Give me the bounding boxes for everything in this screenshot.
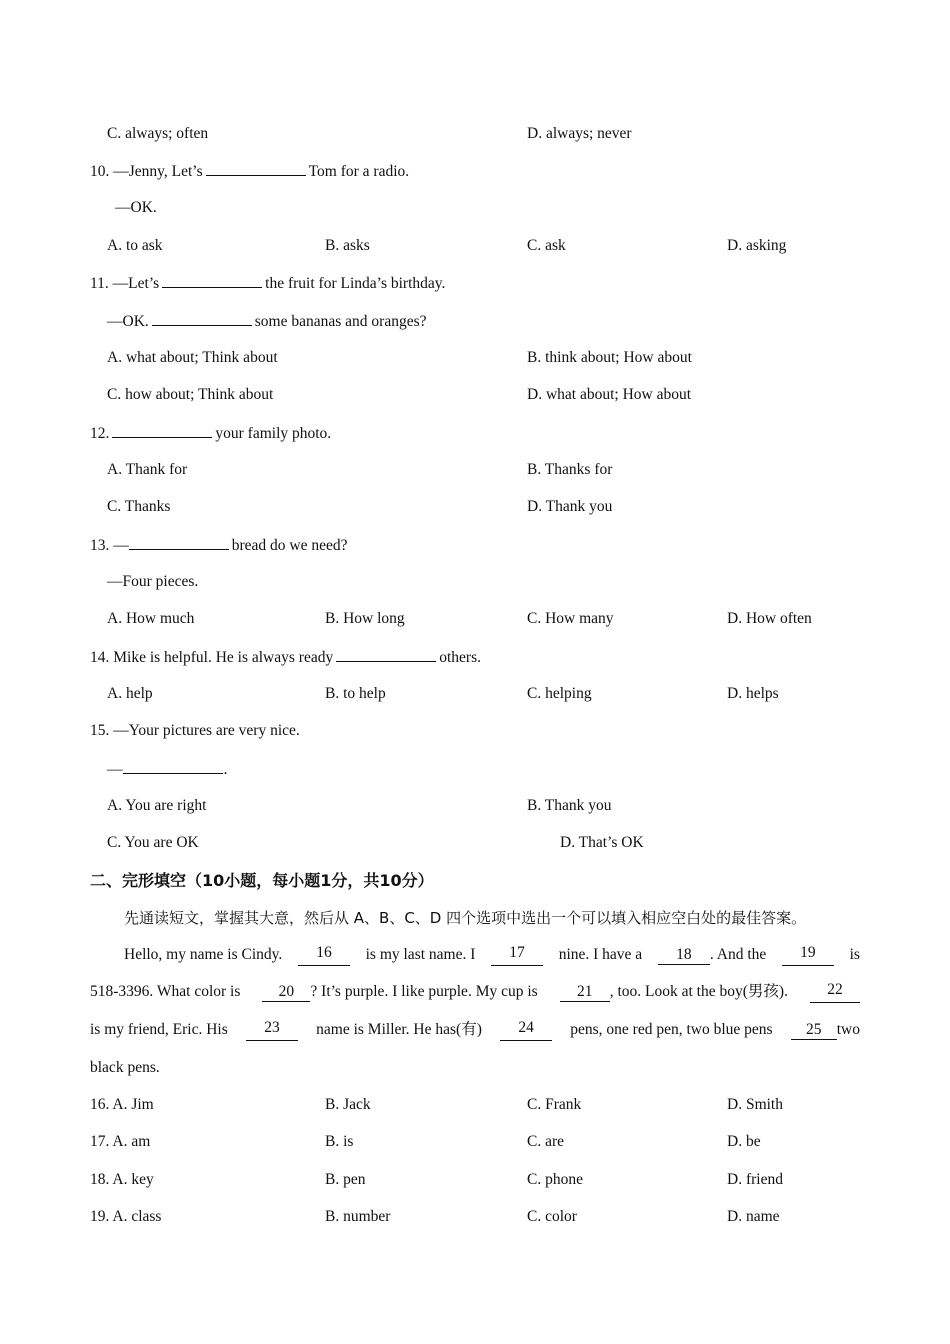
q10-reply (0, 197, 950, 219)
passage-text: black pens. (90, 1059, 160, 1076)
q12-option-a: A. Thank for (107, 461, 188, 478)
q10-stem-start: 10. —Jenny, Let’s (90, 163, 203, 180)
passage-line-1 (124, 944, 860, 966)
q15-stem-text: 15. —Your pictures are very nice. (90, 722, 300, 739)
passage-text: Hello, my name is Cindy. (124, 946, 283, 963)
q18-options (0, 1169, 950, 1191)
q19-option-d: D. name (727, 1208, 780, 1225)
q12-stem-end: your family photo. (215, 425, 332, 442)
q14-option-a: A. help (107, 685, 153, 702)
passage-text-group (560, 981, 788, 1003)
passage-text: two (836, 1021, 860, 1038)
passage-text: nine. I have a (558, 946, 643, 963)
q13-reply-text: —Four pieces. (107, 573, 199, 590)
passage-text-group (658, 944, 766, 966)
q11-reply (0, 310, 950, 332)
q13-option-b: B. How long (325, 610, 405, 627)
q10-stem-end: Tom for a radio. (308, 163, 410, 180)
q15-options-cd (0, 832, 950, 854)
q12-stem-start: 12. (90, 425, 110, 442)
answer-blank (123, 758, 223, 774)
q11-reply-end: some bananas and oranges? (254, 313, 427, 330)
q15-stem (0, 720, 950, 742)
blank-21: 21 (560, 983, 610, 1002)
q13-options (0, 608, 950, 630)
q17-option-b: B. is (325, 1133, 354, 1150)
q13-stem-start: 13. — (90, 537, 129, 554)
blank-18: 18 (658, 946, 710, 965)
q18-option-d: D. friend (727, 1171, 783, 1188)
q12-option-c: C. Thanks (107, 498, 171, 515)
passage-text: 518-3396. What color is (90, 983, 241, 1000)
blank-16: 16 (298, 944, 350, 966)
q9-option-d: D. always; never (527, 125, 632, 142)
answer-blank (152, 310, 252, 326)
answer-blank (162, 272, 262, 288)
q14-stem (0, 646, 950, 668)
q11-option-d: D. what about; How about (527, 386, 692, 403)
passage-text-group (791, 1019, 860, 1041)
q10-option-b: B. asks (325, 237, 370, 254)
passage-text: , too. Look at the boy(男孩). (609, 983, 788, 1000)
q14-option-b: B. to help (325, 685, 386, 702)
q10-option-d: D. asking (727, 237, 787, 254)
cloze-passage (90, 944, 860, 1084)
passage-text: name is Miller. He has(有) (316, 1021, 482, 1038)
q10-options (0, 235, 950, 257)
q15-reply-start: — (107, 761, 123, 778)
passage-text-group (262, 981, 537, 1003)
q9-options-cd (0, 123, 950, 145)
q15-option-d: D. That’s OK (560, 834, 644, 851)
q18-option-c: C. phone (527, 1171, 583, 1188)
q10-stem (0, 160, 950, 182)
q11-reply-start: —OK. (107, 313, 149, 330)
passage-text: is my last name. I (365, 946, 476, 963)
blank-19: 19 (782, 944, 834, 966)
q18-option-b: B. pen (325, 1171, 366, 1188)
q13-stem-end: bread do we need? (231, 537, 348, 554)
q16-option-a: 16. A. Jim (90, 1096, 154, 1113)
q16-option-c: C. Frank (527, 1096, 582, 1113)
q12-options-ab (0, 459, 950, 481)
q14-stem-start: 14. Mike is helpful. He is always ready (90, 649, 334, 666)
answer-blank (206, 160, 306, 176)
passage-text: is (849, 946, 860, 963)
blank-20: 20 (262, 983, 310, 1002)
q19-option-b: B. number (325, 1208, 391, 1225)
q16-options (0, 1094, 950, 1116)
blank-24: 24 (500, 1019, 552, 1041)
q16-option-b: B. Jack (325, 1096, 371, 1113)
q11-stem-start: 11. —Let’s (90, 275, 160, 292)
q12-stem (0, 422, 950, 444)
q13-option-a: A. How much (107, 610, 195, 627)
q19-option-a: 19. A. class (90, 1208, 162, 1225)
section2-heading-row (0, 870, 950, 892)
q10-reply-text: —OK. (115, 199, 157, 216)
passage-line-2 (90, 981, 860, 1003)
q12-options-cd (0, 496, 950, 518)
q11-option-a: A. what about; Think about (107, 349, 278, 366)
q15-option-a: A. You are right (107, 797, 207, 814)
q13-option-d: D. How often (727, 610, 812, 627)
blank-23: 23 (246, 1019, 298, 1041)
q13-stem (0, 534, 950, 556)
q11-stem (0, 272, 950, 294)
answer-blank (112, 422, 212, 438)
q15-reply (0, 758, 950, 780)
blank-25: 25 (791, 1021, 837, 1040)
q15-option-c: C. You are OK (107, 834, 199, 851)
q13-reply (0, 571, 950, 593)
q11-options-ab (0, 347, 950, 369)
q13-option-c: C. How many (527, 610, 614, 627)
q11-options-cd (0, 384, 950, 406)
q11-option-c: C. how about; Think about (107, 386, 274, 403)
passage-text: ? It’s purple. I like purple. My cup is (310, 983, 538, 1000)
q9-option-c: C. always; often (107, 125, 209, 142)
q17-option-c: C. are (527, 1133, 565, 1150)
q19-options (0, 1206, 950, 1228)
blank-17: 17 (491, 944, 543, 966)
passage-text: . And the (709, 946, 767, 963)
q15-options-ab (0, 795, 950, 817)
q10-option-c: C. ask (527, 237, 566, 254)
q19-option-c: C. color (527, 1208, 577, 1225)
q14-stem-end: others. (439, 649, 481, 666)
q17-option-d: D. be (727, 1133, 761, 1150)
section-instruction: 先通读短文，掌握其大意，然后从 A、B、C、D 四个选项中选出一个可以填入相应空白处的最佳答案。 (124, 909, 807, 927)
blank-22: 22 (810, 981, 860, 1003)
answer-blank (129, 534, 229, 550)
answer-blank (336, 646, 436, 662)
q11-option-b: B. think about; How about (527, 349, 692, 366)
q14-options (0, 683, 950, 705)
q17-option-a: 17. A. am (90, 1133, 151, 1150)
q17-options (0, 1131, 950, 1153)
passage-text: is my friend, Eric. His (90, 1021, 228, 1038)
section-heading: 二、完形填空（10小题，每小题1分，共10分） (90, 871, 434, 890)
q12-option-b: B. Thanks for (527, 461, 613, 478)
q11-stem-end: the fruit for Linda’s birthday. (265, 275, 446, 292)
q14-option-c: C. helping (527, 685, 592, 702)
q15-option-b: B. Thank you (527, 797, 612, 814)
q15-reply-end: . (223, 761, 228, 778)
q10-option-a: A. to ask (107, 237, 163, 254)
q14-option-d: D. helps (727, 685, 779, 702)
q16-option-d: D. Smith (727, 1096, 783, 1113)
passage-line-4 (90, 1057, 860, 1079)
section2-instruction-row (0, 907, 950, 929)
q18-option-a: 18. A. key (90, 1171, 154, 1188)
q12-option-d: D. Thank you (527, 498, 613, 515)
passage-line-3 (90, 1019, 860, 1041)
passage-text: pens, one red pen, two blue pens (570, 1021, 773, 1038)
